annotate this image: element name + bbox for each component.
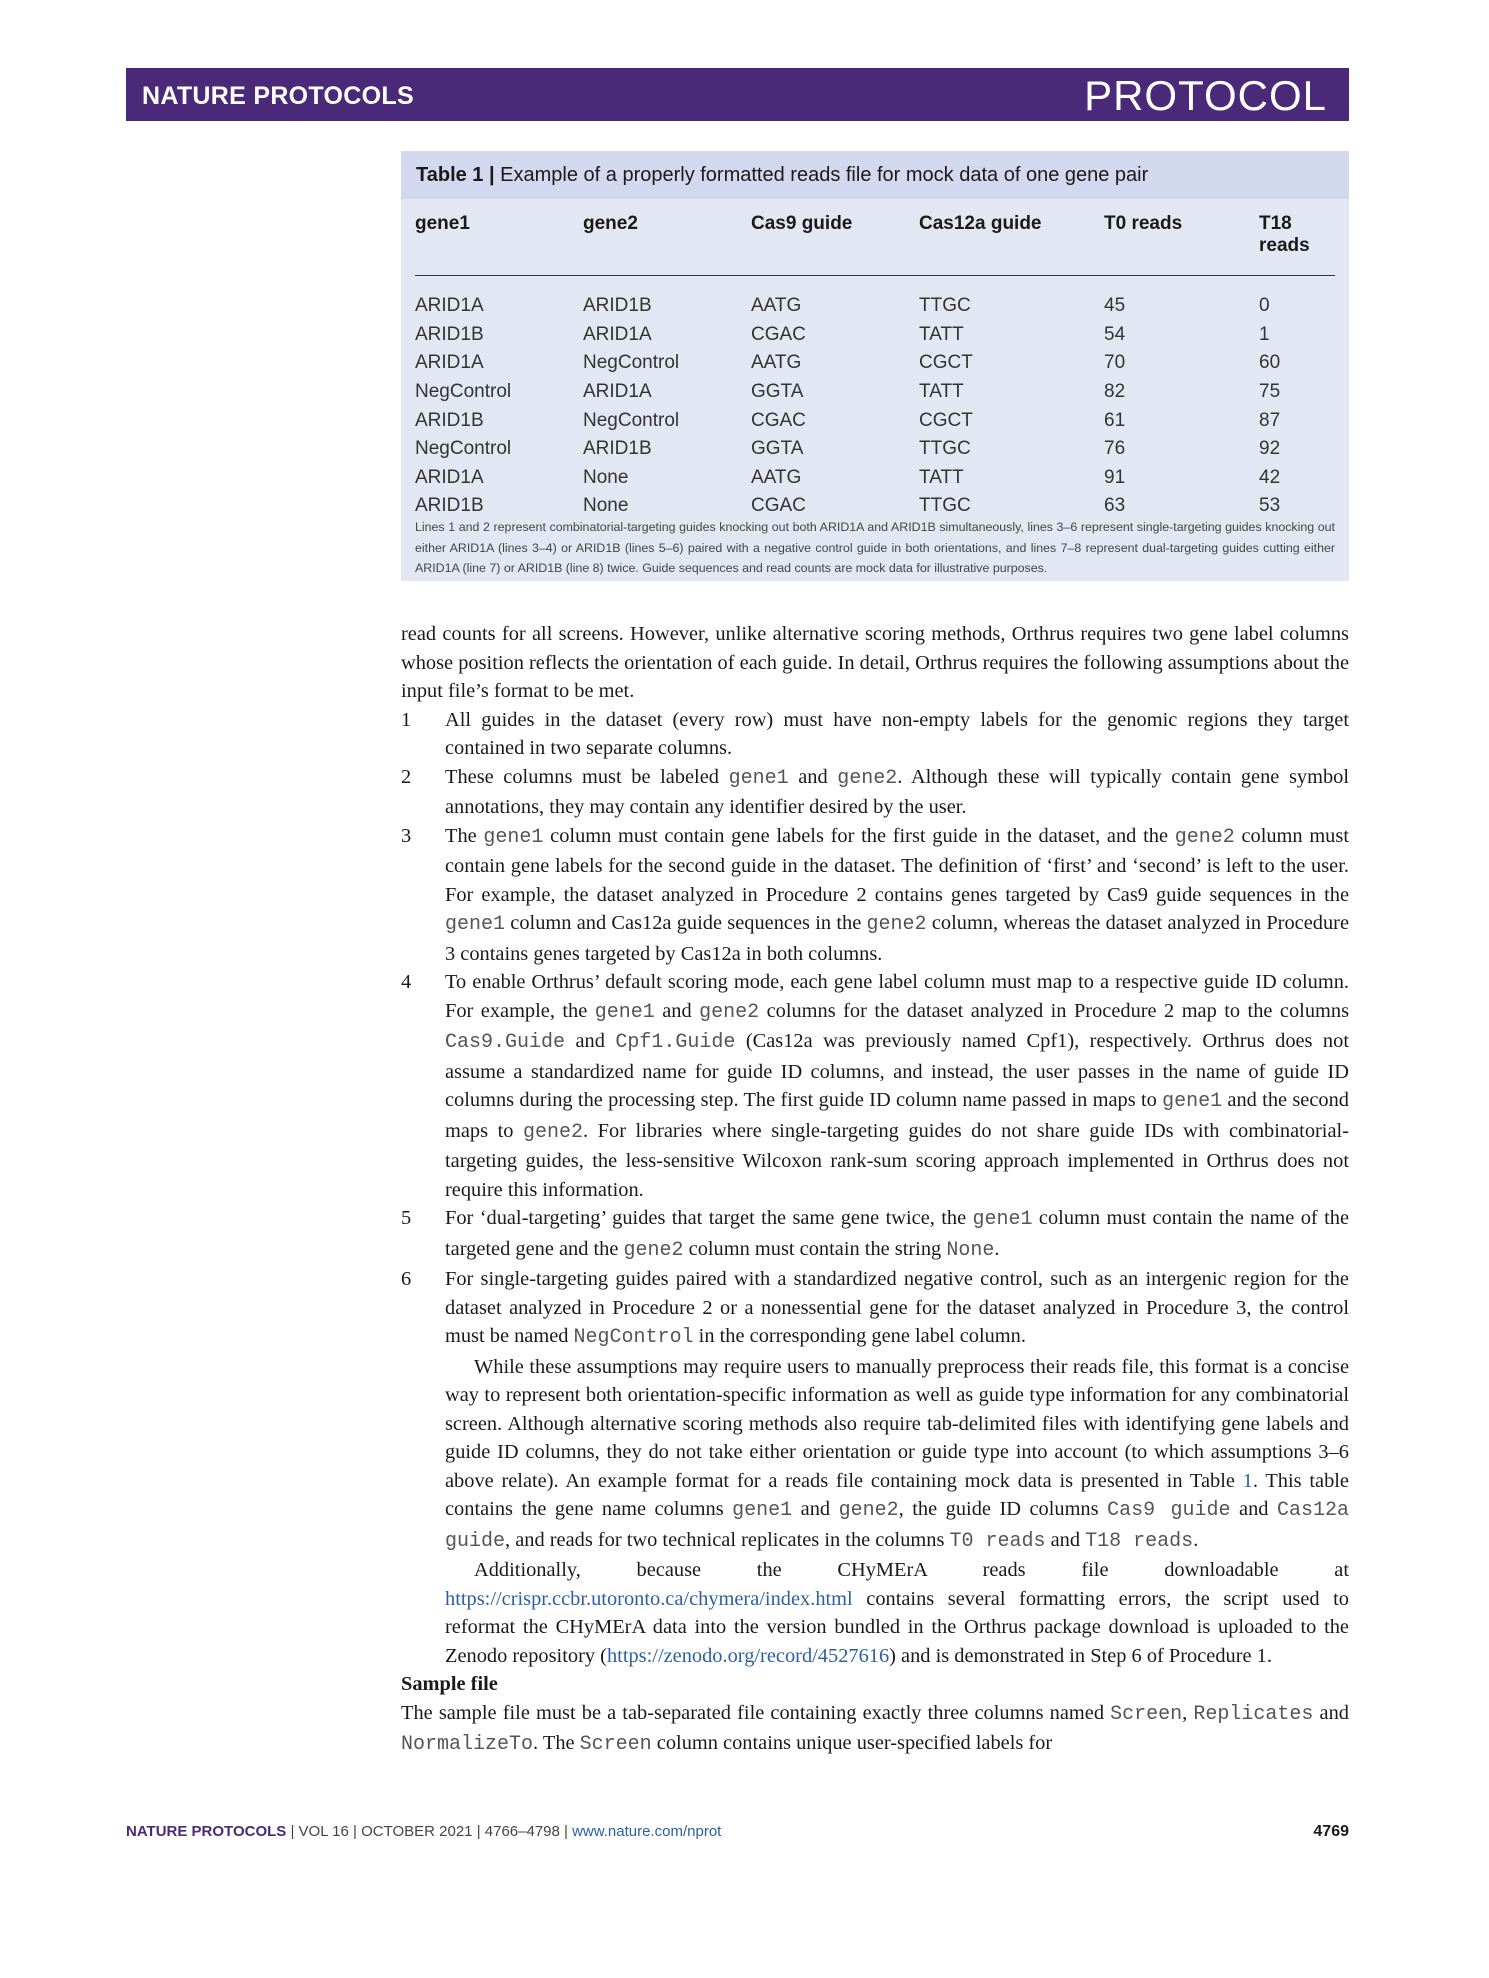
list-text: For ‘dual-targeting’ guides that target the same gene twice, the	[445, 1207, 973, 1229]
footer-journal-url[interactable]: www.nature.com/nprot	[572, 1823, 722, 1840]
list-text: These columns must be labeled	[445, 765, 729, 788]
list-text: column must contain gene labels for the second guide in the dataset. The definition of ‘first’ and ‘second’ is left to the user. For example, the dataset analyzed in Procedure 2 contains genes targeted by Cas9 guide sequences in the	[445, 824, 1349, 906]
code-term: None	[946, 1238, 995, 1262]
footer-separator: |	[348, 1823, 362, 1840]
table-cell: 53	[1259, 495, 1281, 517]
table-cell: 61	[1104, 409, 1126, 431]
column-header-cas12a-guide: Cas12a guide	[919, 213, 1104, 276]
table-cell: 70	[1104, 352, 1126, 374]
continuation-block	[401, 1353, 1349, 1671]
code-term: Screen	[579, 1733, 652, 1756]
para-text: .	[1193, 1528, 1199, 1551]
table-row	[415, 276, 1335, 321]
table-cell: 63	[1104, 495, 1126, 517]
table-cell: AATG	[751, 352, 802, 374]
list-number: 2	[401, 765, 412, 788]
table-cell: 1	[1259, 323, 1270, 345]
table-cell: NegControl	[415, 438, 512, 460]
column-header-gene1: gene1	[415, 213, 583, 276]
table-cell: 75	[1259, 381, 1281, 403]
list-item	[401, 706, 1349, 763]
table-cell: TATT	[919, 323, 964, 345]
code-term: gene2	[838, 1499, 899, 1522]
code-term: T0 reads	[949, 1529, 1046, 1553]
table-footnote: Lines 1 and 2 represent combinatorial-targeting guides knocking out both ARID1A and ARID1B simultaneously, lines 3–6 represent single-targeting guides knocking out either ARID1A (lines 3–4) or ARID1B (lines 5–6) paired with a negative control guide in both orientations, and lines 7–8 represent dual-targeting guides cutting either ARID1A (line 7) or ARID1B (line 8) twice. Guide sequences and read counts are mock data for illustrative purposes.	[415, 520, 1335, 575]
column-header-t0-reads: T0 reads	[1104, 213, 1259, 276]
para-text: The sample file must be a tab-separated file containing exactly three columns named	[401, 1701, 1111, 1724]
table-row	[415, 349, 1335, 378]
code-term: gene2	[1174, 825, 1235, 849]
footer-separator: |	[286, 1823, 299, 1840]
list-item	[401, 822, 1349, 969]
code-term: gene1	[483, 825, 544, 849]
list-text: (Cas12a was previously named Cpf1), respectively. Orthrus does not assume a standardized name for guide ID columns, and instead, the user passes in the name of guide ID columns during the processing step. The first guide ID column name passed in maps to	[445, 1030, 1349, 1111]
table-row	[415, 321, 1335, 350]
code-term: gene1	[594, 1000, 655, 1024]
table-cell: 82	[1104, 381, 1126, 403]
sample-file-paragraph	[401, 1699, 1349, 1760]
table-cell: TTGC	[919, 295, 971, 317]
list-text: columns for the dataset analyzed in Procedure 2 map to the columns	[759, 999, 1350, 1022]
table-cell: NegControl	[583, 352, 680, 374]
footer-page-range: 4766–4798	[484, 1823, 560, 1840]
code-term: Replicates	[1193, 1702, 1314, 1726]
column-header-cas9-guide: Cas9 guide	[751, 213, 919, 276]
assumptions-list	[401, 706, 1349, 1353]
table-cell: CGCT	[919, 352, 973, 374]
table-cell: 54	[1104, 323, 1126, 345]
list-text: The	[445, 824, 484, 847]
list-text: column and Cas12a guide sequences in the	[505, 912, 867, 934]
list-text: column must contain the string	[683, 1237, 947, 1260]
column-header-gene2: gene2	[583, 213, 751, 276]
para-text: , the guide ID columns	[898, 1498, 1108, 1520]
list-text: and	[654, 999, 700, 1022]
reads-table	[415, 213, 1335, 521]
list-item	[401, 968, 1349, 1204]
code-term: gene1	[728, 766, 789, 790]
table-row	[415, 435, 1335, 464]
para-text: and	[1313, 1701, 1349, 1724]
para-text: . The	[533, 1732, 580, 1754]
table-1-reference-link[interactable]: 1	[1242, 1469, 1253, 1492]
zenodo-paragraph	[445, 1556, 1349, 1670]
table-title: Example of a properly formatted reads file for mock data of one gene pair	[500, 164, 1149, 186]
para-text: ,	[1182, 1701, 1194, 1724]
table-cell: AATG	[751, 295, 802, 317]
table-cell: GGTA	[751, 381, 804, 403]
format-paragraph	[445, 1353, 1349, 1557]
footer-journal: NATURE PROTOCOLS	[126, 1823, 287, 1840]
code-term: NegControl	[573, 1326, 694, 1349]
footer-volume: VOL 16	[298, 1823, 349, 1840]
table-cell: 87	[1259, 409, 1281, 431]
section-heading-sample-file: Sample file	[401, 1673, 498, 1695]
table-cell: None	[583, 466, 629, 488]
table-cell: ARID1B	[415, 323, 484, 345]
page-footer	[126, 1823, 1349, 1840]
footer-separator: |	[559, 1823, 573, 1840]
article-body	[401, 620, 1349, 1760]
code-term: gene1	[972, 1208, 1033, 1231]
table-cell: 92	[1259, 438, 1281, 460]
list-text: and	[788, 765, 838, 788]
list-number: 5	[401, 1207, 412, 1229]
code-term: gene1	[445, 913, 506, 936]
table-cell: ARID1B	[415, 409, 484, 431]
table-cell: TATT	[919, 381, 964, 403]
table-row	[415, 464, 1335, 493]
para-text: and	[1230, 1498, 1277, 1520]
table-cell: 91	[1104, 466, 1126, 488]
list-item	[401, 763, 1349, 822]
code-term: gene1	[732, 1499, 793, 1522]
table-cell: 45	[1104, 295, 1126, 317]
list-text: in the corresponding gene label column.	[693, 1325, 1026, 1347]
list-item	[401, 1265, 1349, 1353]
table-cell: 0	[1259, 295, 1270, 317]
list-text: .	[994, 1237, 1000, 1260]
journal-header-bar	[126, 68, 1349, 121]
list-text: and	[565, 1030, 616, 1052]
table-cell: 76	[1104, 438, 1126, 460]
list-text: All guides in the dataset (every row) must have non-empty labels for the genomic regions they target contained in two separate columns.	[445, 708, 1349, 759]
table-cell: ARID1A	[415, 352, 484, 374]
intro-paragraph: read counts for all screens. However, unlike alternative scoring methods, Orthrus requires two gene label columns whose position reflects the orientation of each guide. In detail, Orthrus requires the following assumptions about the input file’s format to be met.	[401, 623, 1349, 702]
footer-separator: |	[472, 1823, 485, 1840]
article-type: PROTOCOL	[1084, 72, 1327, 119]
code-term: Cpf1.Guide	[615, 1031, 736, 1054]
para-text: While these assumptions may require users to manually preprocess their reads file, this format is a concise way to represent both orientation-specific information as well as guide type information for any combinatorial screen. Although alternative scoring methods also require tab-delimited files with identifying gene labels and guide ID columns, they do not take either orientation or guide type into account (to which assumptions 3–6 above relate). An example format for a reads file containing mock data is presented in Table	[445, 1355, 1349, 1492]
code-term: gene2	[699, 1000, 760, 1024]
column-header-t18-reads: T18 reads	[1259, 213, 1335, 276]
list-number: 4	[401, 971, 412, 993]
table-1-box	[401, 151, 1349, 581]
list-number: 3	[401, 824, 412, 847]
code-term: gene2	[866, 913, 927, 936]
table-cell: ARID1A	[583, 381, 652, 403]
table-cell: ARID1A	[415, 466, 484, 488]
journal-name: NATURE PROTOCOLS	[142, 82, 414, 110]
table-cell: NegControl	[415, 381, 512, 403]
table-cell: TTGC	[919, 438, 971, 460]
list-text: column, whereas the dataset analyzed in Procedure 3 contains genes targeted by Cas12a in both columns.	[445, 912, 1349, 965]
list-number: 6	[401, 1268, 412, 1290]
table-cell: TTGC	[919, 495, 971, 517]
para-text: column contains unique user-specified labels for	[651, 1732, 1053, 1754]
table-cell: AATG	[751, 466, 802, 488]
table-cell: CGCT	[919, 409, 973, 431]
list-item	[401, 1204, 1349, 1265]
para-text: and	[1045, 1528, 1086, 1551]
code-term: Cas9 guide	[1107, 1499, 1231, 1522]
table-cell: ARID1A	[415, 295, 484, 317]
table-cell: CGAC	[751, 409, 806, 431]
para-text: contains several formatting errors, the script used to reformat the CHyMErA data into the version bundled in the Orthrus package download is uploaded to the Zenodo repository (	[445, 1587, 1349, 1667]
table-cell: ARID1B	[415, 495, 484, 517]
chymera-download-link[interactable]: https://crispr.ccbr.utoronto.ca/chymera/index.html	[445, 1587, 853, 1610]
code-term: gene2	[523, 1120, 584, 1144]
footer-date: OCTOBER 2021	[361, 1823, 473, 1840]
para-text: , and reads for two technical replicates in the columns	[505, 1528, 950, 1551]
table-cell: 60	[1259, 352, 1281, 374]
zenodo-record-link[interactable]: https://zenodo.org/record/4527616	[606, 1644, 890, 1667]
list-text: . Although these will typically contain gene symbol annotations, they may contain any identifier desired by the user.	[445, 765, 1350, 818]
code-term: gene1	[1162, 1090, 1223, 1113]
code-term: gene2	[837, 766, 898, 790]
table-cell: GGTA	[751, 438, 804, 460]
code-term: T18 reads	[1085, 1529, 1194, 1553]
page-number: 4769	[1313, 1823, 1349, 1840]
list-text: column must contain the name of the targeted gene and the	[445, 1207, 1349, 1260]
para-text: Additionally, because the CHyMErA reads file downloadable at	[474, 1559, 1349, 1581]
table-cell: ARID1B	[583, 295, 652, 317]
table-cell: NegControl	[583, 409, 680, 431]
table-cell: CGAC	[751, 495, 806, 517]
table-caption	[416, 164, 1148, 187]
table-header-row	[415, 213, 1335, 276]
para-text: . This table contains the gene name columns	[445, 1469, 1349, 1520]
para-text: ) and is demonstrated in Step 6 of Procedure 1.	[889, 1644, 1272, 1667]
code-term: Cas9.Guide	[445, 1031, 566, 1054]
table-row	[415, 406, 1335, 435]
list-number: 1	[401, 708, 412, 731]
table-cell: ARID1A	[583, 323, 652, 345]
list-text: For single-targeting guides paired with a standardized negative control, such as an intergenic region for the dataset analyzed in Procedure 2 or a nonessential gene for the dataset analyzed in Procedure 3, the control must be named	[445, 1268, 1349, 1347]
code-term: gene2	[623, 1238, 684, 1262]
code-term: Screen	[1110, 1702, 1183, 1726]
table-cell: 42	[1259, 466, 1281, 488]
code-term: Cas12a guide	[445, 1499, 1349, 1553]
para-text: and	[792, 1498, 839, 1520]
table-cell: ARID1B	[583, 438, 652, 460]
code-term: NormalizeTo	[401, 1733, 534, 1756]
table-cell: None	[583, 495, 629, 517]
list-text: . For libraries where single-targeting guides do not share guide IDs with combinatorial-targeting guides, the less-sensitive Wilcoxon rank-sum scoring approach implemented in Orthrus does not require this information.	[445, 1119, 1349, 1201]
table-cell: TATT	[919, 466, 964, 488]
table-row	[415, 378, 1335, 407]
table-label: Table 1 |	[416, 164, 495, 186]
list-text: and the second maps to	[445, 1089, 1349, 1142]
list-text: To enable Orthrus’ default scoring mode, each gene label column must map to a respective guide ID column. For example, the	[445, 971, 1349, 1022]
table-cell: CGAC	[751, 323, 806, 345]
list-text: column must contain gene labels for the first guide in the dataset, and the	[543, 824, 1175, 847]
